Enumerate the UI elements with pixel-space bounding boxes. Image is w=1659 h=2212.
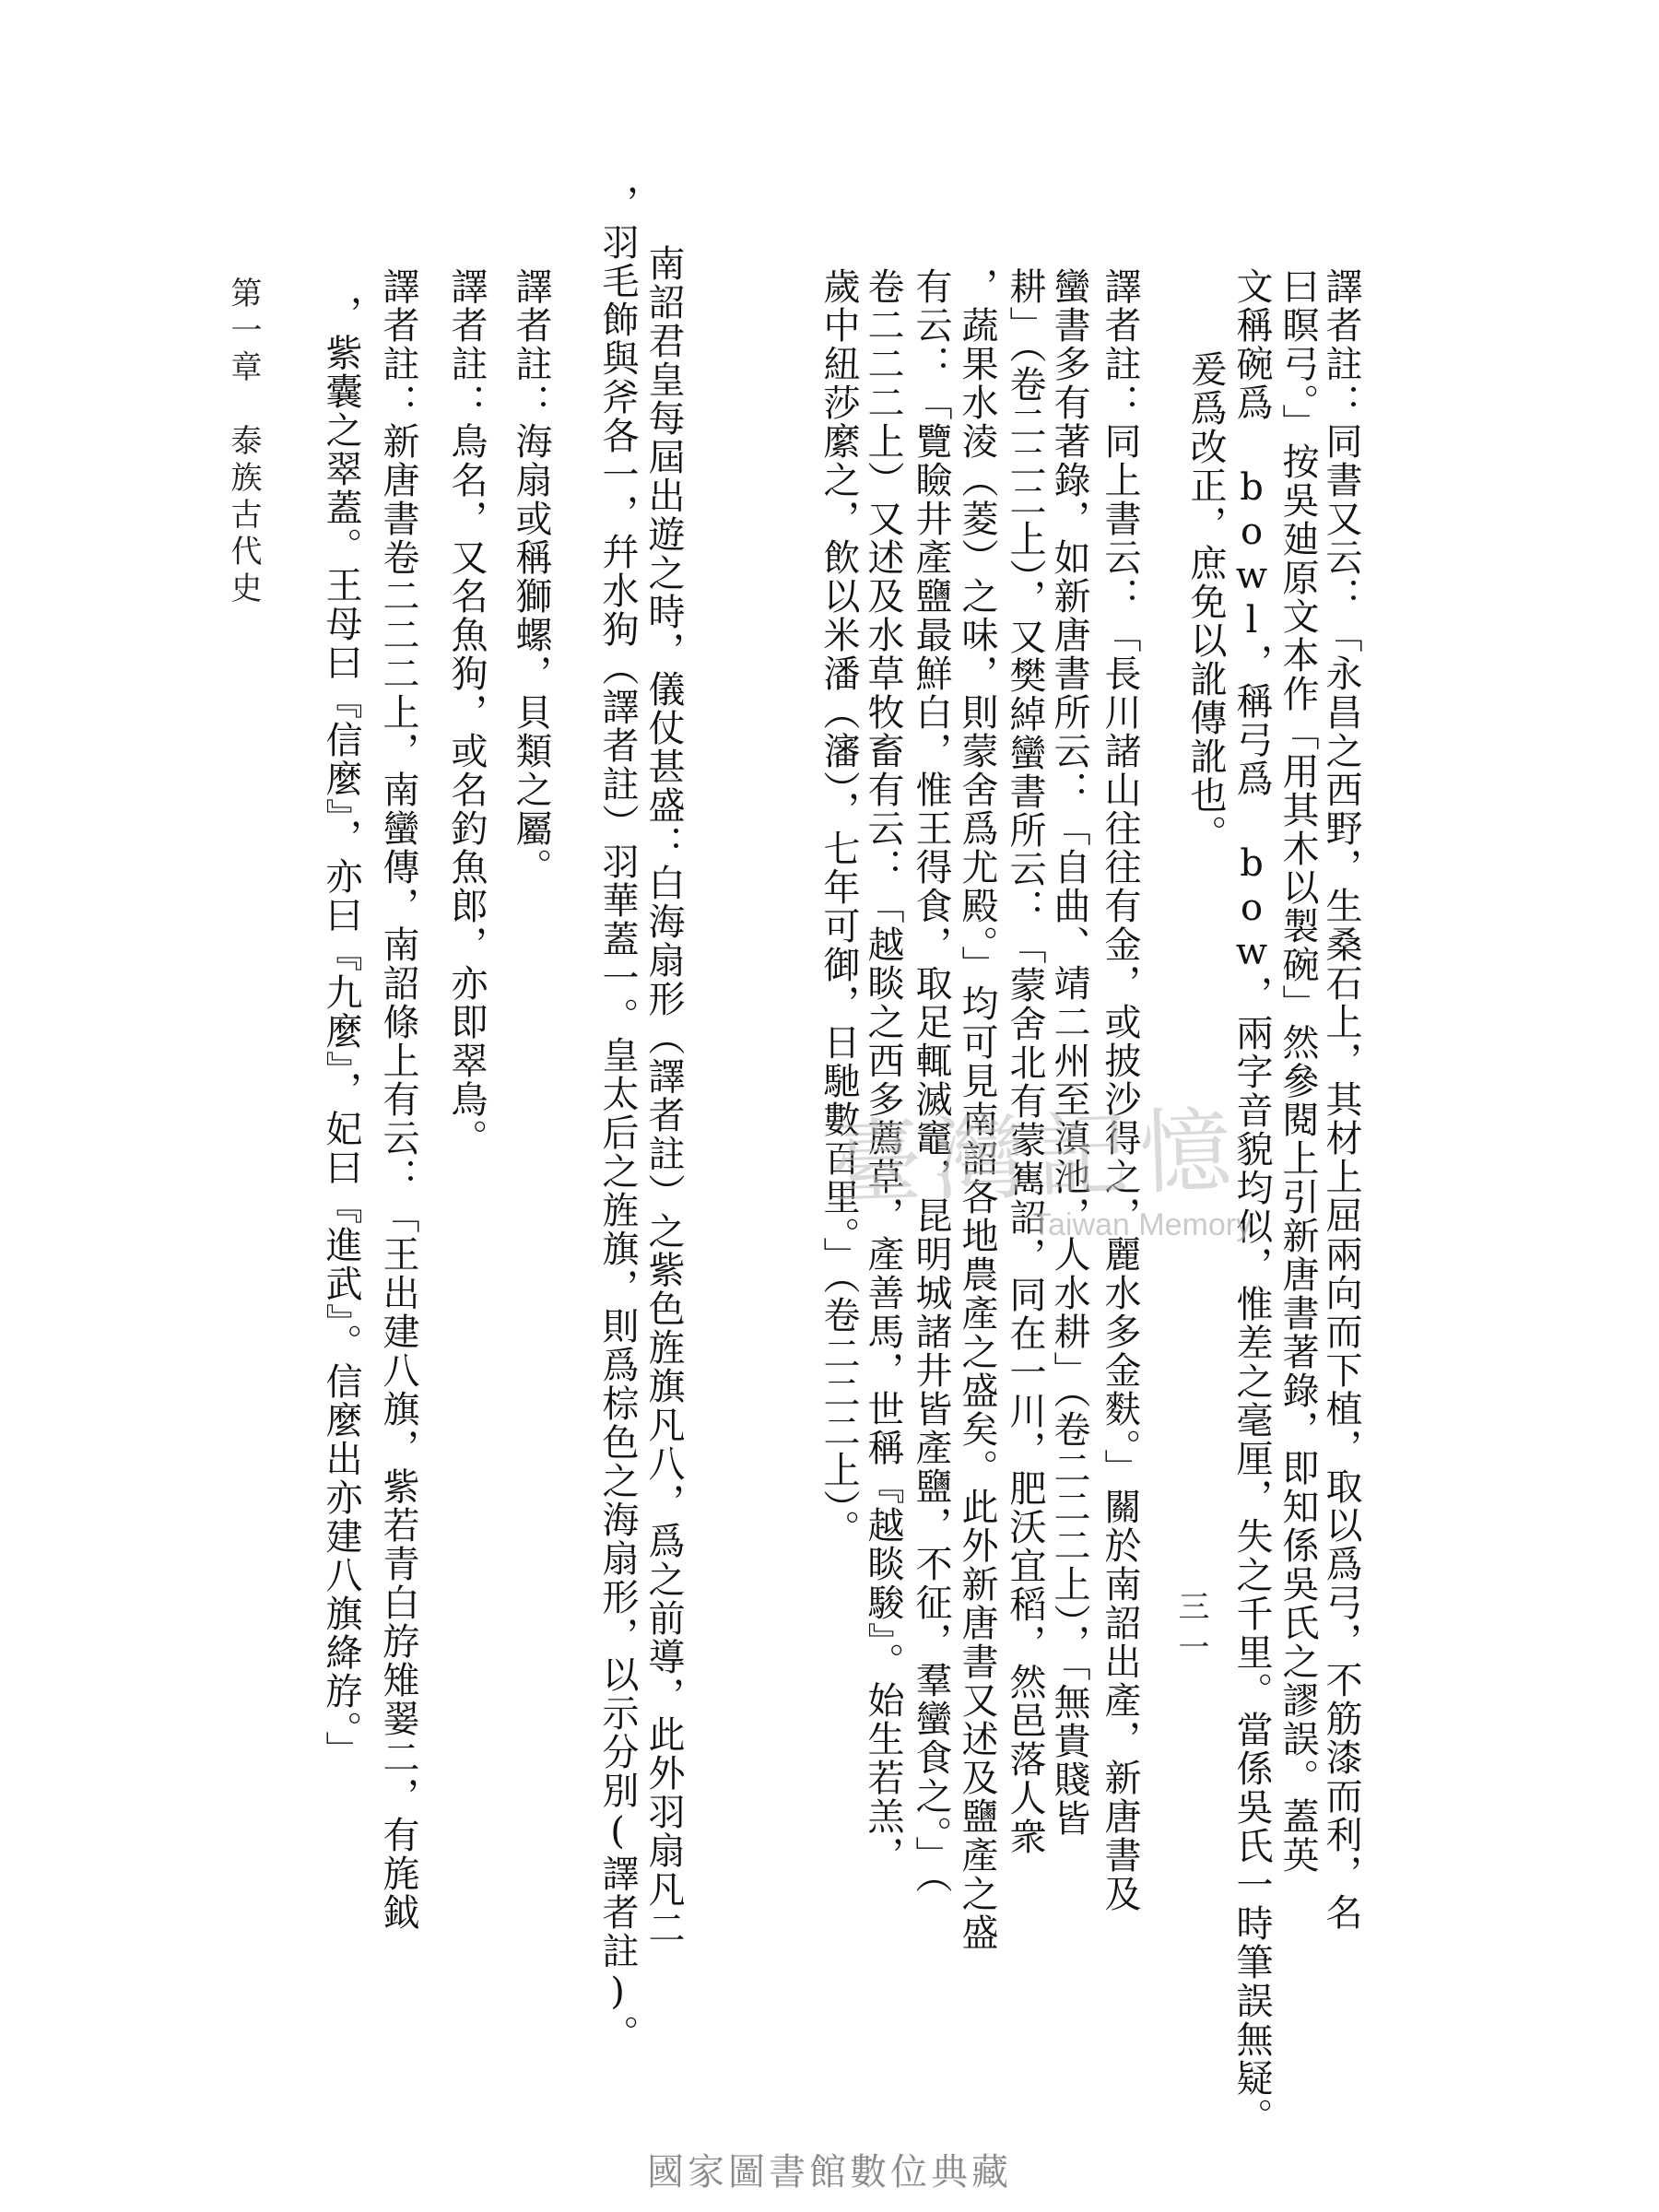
text-column-10: 卷二二二上）又述及水草牧畜有云：「越睒之西多薦草，產善馬，世稱『越睒駿』。始生若羔， [862,267,904,1875]
text-column-4: 爰爲改正，庶免以訛傳訛也。 [1184,350,1227,853]
text-column-15: 譯者註：鳥名，又名魚狗，或名釣魚郎，亦即翠鳥。 [445,267,488,1158]
text-column-9: 有云：「覽瞼井產鹽最鮮白，惟王得食，取足輒滅竈，昆明城諸井皆產鹽，不征，羣蠻食之。」（ [910,267,952,1895]
watermark-subtitle: Taiwan Memory [1032,1207,1253,1242]
collection-footer: 國家圖書館數位典藏 [647,2151,1012,2194]
text-column-14: 譯者註：海扇或稱獅螺，貝類之屬。 [510,267,552,887]
text-column-17: ，紫囊之翠蓋。王母曰『信麼』，亦曰『九麼』，妃曰『進武』。信麼出亦建八旗絳斿。」 [320,295,362,1770]
text-column-3: 文稱碗爲 bowl，稱弓爲 bow，兩字音貌均似，惟差之毫厘，失之千里。當係吳氏一時筆誤無疑。 [1230,267,1273,2136]
text-column-2: 曰瞑弓。」按吳廸原文本作「用其木以製碗」然參閱上引新唐書著錄，即知係吳氏之謬誤。蓋英 [1277,267,1319,1875]
text-column-7: 耕」（卷二二二上），又樊綽蠻書所云：「蒙舍北有蒙嶲詔，同在一川，肥沃宜稻，然邑落人衆 [1004,267,1046,1856]
text-column-1: 譯者註：同書又云：「永昌之西野，生桑石上，其材上屈兩向而下植，取以爲弓，不筋漆而利，名 [1320,267,1362,1932]
text-column-8: ，蔬果水淩（菱）之味，則蒙舍爲尤殿。」均可見南詔各地農產之盛矣。此外新唐書又述及鹽產之盛 [956,267,998,1952]
text-column-16: 譯者註：新唐書卷二二二上，南蠻傳，南詔條上有云：「王出建八旗，紫若青白斿雉翣二，有旄鉞 [377,267,419,1932]
text-column-12: 南詔君皇每屆出遊之時，儀仗甚盛：白海扇形（譯者註）之紫色旌旗凡八，爲之前導，此外羽扇凡二 [642,244,685,1947]
page-number: 三一 [1172,1590,1209,1671]
text-column-6: 蠻書多有著錄，如新唐書所云：「自曲、靖二州至滇池，人水耕」（卷二二二上），「無貴賤皆 [1048,267,1090,1838]
watermark-logo: 臺灣記憶 [828,1096,1245,1218]
text-column-13: ，羽毛飾與斧各一，幷水狗（譯者註）羽華蓋一。皇太后之旌旗，則爲棕色之海扇形，以示分別(譯者註)。 [596,184,639,2053]
text-column-11: 歲中紐莎縻之，飲以米潘（瀋），七年可御，日馳數百里。」（卷二二二上）。 [818,267,860,1548]
text-column-5: 譯者註：同上書云：「長川諸山往往有金，或披沙得之，麗水多金麩。」關於南詔出產，新唐書及 [1099,267,1141,1913]
running-head: 第一章 泰族古代史 [225,276,262,608]
